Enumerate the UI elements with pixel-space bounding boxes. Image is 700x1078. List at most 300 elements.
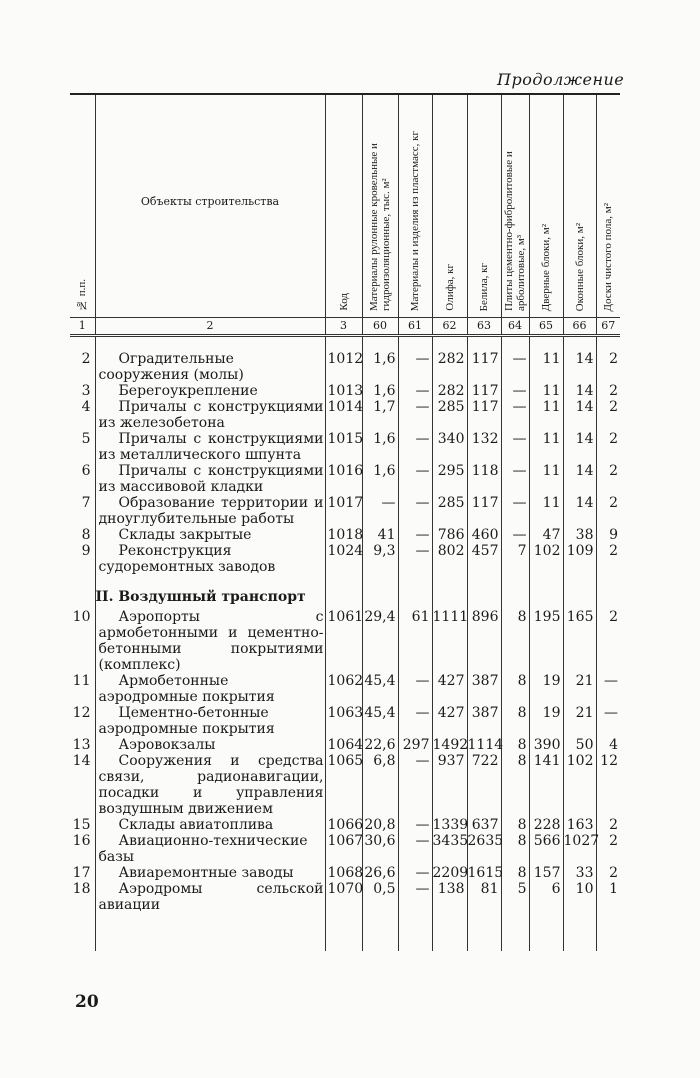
value-cell: 30,6: [362, 833, 398, 865]
value-cell: —: [501, 495, 529, 527]
column-number: 61: [398, 318, 432, 336]
row-number: 8: [81, 527, 91, 543]
value-cell: 2: [596, 833, 620, 865]
filler-row: [70, 913, 620, 951]
value-cell: 340: [432, 431, 467, 463]
object-name-text: Аэродромы сельской авиации: [98, 881, 324, 913]
value-cell: 2635: [467, 833, 501, 865]
value-cell: 141: [529, 753, 563, 817]
column-number: 1: [70, 318, 95, 336]
cell: [398, 336, 432, 352]
cell: [596, 575, 620, 589]
code-cell: 1016: [325, 463, 362, 495]
value-cell: —: [398, 383, 432, 399]
cell: [596, 336, 620, 352]
value-cell: 8: [501, 817, 529, 833]
row-number: 9: [81, 543, 91, 559]
value-cell: 295: [432, 463, 467, 495]
value-cell: 19: [529, 705, 563, 737]
value-cell: 26,6: [362, 865, 398, 881]
cell: [563, 575, 596, 589]
column-header-label: № п.п.: [76, 278, 89, 311]
cell: [398, 575, 432, 589]
cell: [325, 336, 362, 352]
value-cell: 138: [432, 881, 467, 913]
value-cell: 1111: [432, 609, 467, 673]
cell: [432, 575, 467, 589]
value-cell: 1339: [432, 817, 469, 833]
table-row: [70, 753, 620, 817]
object-name-text: Реконструкция судоремонтных заводов: [98, 543, 276, 575]
column-header: [432, 94, 467, 318]
table-row: [70, 881, 620, 913]
value-cell: 118: [467, 463, 501, 495]
value-cell: 102: [563, 753, 596, 817]
value-cell: 4: [596, 737, 620, 753]
value-cell: 1,6: [362, 383, 398, 399]
cell: [398, 589, 432, 609]
value-cell: 11: [529, 351, 563, 383]
cell: [362, 589, 398, 609]
value-cell: 3435: [432, 833, 467, 865]
column-header-label: Плиты цементно-фибролитовые и арболитовые, м³: [503, 151, 527, 311]
table-row: [70, 865, 620, 881]
value-cell: 21: [563, 673, 596, 705]
column-number: 65: [529, 318, 563, 336]
value-cell: 9,3: [362, 543, 398, 575]
table-row: [70, 833, 620, 865]
value-cell: 228: [529, 817, 563, 833]
value-cell: 937: [432, 753, 467, 817]
value-cell: 2: [596, 463, 620, 495]
value-cell: 2: [596, 399, 620, 431]
cell: [432, 589, 467, 609]
value-cell: 47: [529, 527, 563, 543]
cell: [467, 575, 501, 589]
column-number: 2: [95, 318, 325, 336]
cell: [70, 336, 95, 352]
object-name-text: Склады авиатоплива: [118, 817, 274, 833]
value-cell: 117: [467, 383, 501, 399]
value-cell: 165: [563, 609, 596, 673]
code-cell: 1070: [325, 881, 362, 913]
column-number: 60: [362, 318, 398, 336]
value-cell: 11: [529, 495, 563, 527]
value-cell: —: [501, 399, 529, 431]
value-cell: 33: [563, 865, 596, 881]
cell: [596, 589, 620, 609]
row-number: 14: [72, 753, 91, 769]
cell: [362, 913, 398, 951]
value-cell: 427: [432, 705, 467, 737]
value-cell: 102: [529, 543, 563, 575]
value-cell: 21: [563, 705, 596, 737]
value-cell: —: [501, 351, 529, 383]
value-cell: 802: [432, 543, 467, 575]
column-header-label: Объекты строительства: [140, 195, 280, 208]
value-cell: 2: [596, 351, 620, 383]
row-number: 2: [81, 351, 91, 367]
cell: [362, 336, 398, 352]
section-title: II. Воздушный транспорт: [95, 589, 325, 609]
code-cell: 1066: [325, 817, 362, 833]
value-cell: 2: [596, 865, 620, 881]
object-name-text: Причалы с конструкциями из массивовой кладки: [98, 463, 324, 495]
cell: [501, 336, 529, 352]
value-cell: 1492: [432, 737, 469, 753]
value-cell: —: [398, 399, 432, 431]
object-name: [95, 463, 325, 495]
object-name-text: Склады закрытые: [118, 527, 252, 543]
column-header: [501, 94, 529, 318]
table-row: [70, 383, 620, 399]
value-cell: 14: [563, 383, 596, 399]
object-name-text: Берегоукрепление: [118, 383, 258, 399]
code-cell: 1064: [325, 737, 362, 753]
value-cell: —: [398, 865, 432, 881]
value-cell: 132: [467, 431, 501, 463]
value-cell: 10: [563, 881, 596, 913]
value-cell: 0,5: [362, 881, 398, 913]
code-cell: 1018: [325, 527, 362, 543]
value-cell: 460: [467, 527, 501, 543]
header-row: [70, 94, 620, 318]
row-number: 13: [72, 737, 91, 753]
code-cell: 1061: [325, 609, 362, 673]
value-cell: 786: [432, 527, 467, 543]
table-row: [70, 737, 620, 753]
value-cell: 22,6: [362, 737, 398, 753]
spacer-row: [70, 336, 620, 352]
value-cell: —: [362, 495, 398, 527]
column-number: 67: [596, 318, 620, 336]
value-cell: 7: [501, 543, 529, 575]
row-number: 7: [81, 495, 91, 511]
row-number: 6: [81, 463, 91, 479]
object-name-text: Оградительные сооружения (молы): [98, 351, 244, 383]
table-row: [70, 431, 620, 463]
value-cell: 427: [432, 673, 467, 705]
table-row: [70, 463, 620, 495]
cell: [467, 336, 501, 352]
cell: [529, 336, 563, 352]
value-cell: —: [501, 383, 529, 399]
value-cell: —: [501, 527, 529, 543]
value-cell: —: [398, 495, 432, 527]
object-name: [95, 817, 325, 833]
object-name-text: Авиаремонтные заводы: [118, 865, 294, 881]
code-cell: 1014: [325, 399, 362, 431]
value-cell: 14: [563, 431, 596, 463]
value-cell: 282: [432, 383, 467, 399]
value-cell: 2: [596, 495, 620, 527]
cell: [501, 589, 529, 609]
value-cell: 9: [596, 527, 620, 543]
value-cell: 6: [529, 881, 563, 913]
cell: [398, 913, 432, 951]
object-name: [95, 865, 325, 881]
column-header-label: Материалы и изделия из пластмасс, кг: [409, 130, 421, 311]
value-cell: 5: [501, 881, 529, 913]
value-cell: 8: [501, 865, 529, 881]
value-cell: —: [398, 673, 432, 705]
column-header: [529, 94, 563, 318]
cell: [563, 913, 596, 951]
value-cell: 1615: [467, 865, 504, 881]
value-cell: 297: [398, 737, 432, 753]
value-cell: 45,4: [362, 673, 398, 705]
column-number: 66: [563, 318, 596, 336]
table-row: [70, 543, 620, 575]
cell: [325, 575, 362, 589]
value-cell: —: [501, 463, 529, 495]
code-cell: 1017: [325, 495, 362, 527]
continuation-label: Продолжение: [497, 70, 625, 89]
column-header: [398, 94, 432, 318]
code-cell: 1065: [325, 753, 362, 817]
value-cell: 11: [529, 463, 563, 495]
value-cell: 285: [432, 399, 467, 431]
value-cell: 14: [563, 399, 596, 431]
column-header: [467, 94, 501, 318]
value-cell: —: [398, 833, 432, 865]
column-header-label: Доски чистого пола, м²: [602, 202, 615, 311]
value-cell: 896: [467, 609, 501, 673]
cell: [432, 913, 467, 951]
value-cell: —: [398, 543, 432, 575]
object-name-text: Аэровокзалы: [118, 737, 216, 753]
value-cell: 2: [596, 383, 620, 399]
object-name: [95, 527, 325, 543]
cell: [95, 336, 325, 352]
column-header-label: Белила, кг: [478, 262, 490, 311]
cell: [432, 336, 467, 352]
page-number: 20: [75, 992, 99, 1012]
column-number: 62: [432, 318, 467, 336]
value-cell: 2: [596, 543, 620, 575]
value-cell: —: [398, 817, 432, 833]
row-number: 11: [72, 673, 91, 689]
column-header-label: Дверные блоки, м²: [540, 223, 552, 311]
spacer-row: [70, 575, 620, 589]
value-cell: —: [398, 705, 432, 737]
row-number: 17: [72, 865, 91, 881]
value-cell: 38: [563, 527, 596, 543]
object-name-text: Аэропорты с армобетонными и цементно-бетонными покрытиями (комплекс): [98, 609, 324, 673]
column-header: [596, 94, 620, 318]
section-row: [70, 589, 620, 609]
value-cell: 457: [467, 543, 501, 575]
cell: [563, 336, 596, 352]
column-header-label: Код: [337, 293, 350, 311]
value-cell: 41: [362, 527, 398, 543]
cell: [596, 913, 620, 951]
value-cell: —: [596, 673, 620, 705]
value-cell: 14: [563, 351, 596, 383]
cell: [70, 575, 95, 589]
cell: [467, 913, 501, 951]
cell: [467, 589, 501, 609]
column-header-label: Материалы рулонные кровельные и гидроизоляционные, тыс. м²: [368, 143, 392, 311]
value-cell: 2: [596, 431, 620, 463]
row-number: 3: [81, 383, 91, 399]
object-name-text: Армобетонные аэродромные покрытия: [98, 673, 275, 705]
code-cell: 1062: [325, 673, 362, 705]
column-number: 64: [501, 318, 529, 336]
code-cell: 1024: [325, 543, 362, 575]
value-cell: 8: [501, 673, 529, 705]
row-number: 16: [72, 833, 91, 849]
value-cell: 2: [596, 817, 620, 833]
value-cell: —: [398, 463, 432, 495]
table-row: [70, 527, 620, 543]
value-cell: 163: [563, 817, 596, 833]
table-row: [70, 351, 620, 383]
column-number: 3: [325, 318, 362, 336]
table-row: [70, 705, 620, 737]
cell: [95, 575, 325, 589]
cell: [529, 913, 563, 951]
cell: [501, 575, 529, 589]
value-cell: 1,6: [362, 463, 398, 495]
cell: [325, 913, 362, 951]
object-name: [95, 673, 325, 705]
value-cell: 8: [501, 753, 529, 817]
row-number: 10: [72, 609, 91, 625]
value-cell: 45,4: [362, 705, 398, 737]
value-cell: 637: [467, 817, 501, 833]
value-cell: 6,8: [362, 753, 398, 817]
value-cell: 566: [529, 833, 563, 865]
value-cell: 387: [467, 673, 501, 705]
object-name: [95, 543, 325, 575]
cell: [325, 589, 362, 609]
value-cell: 117: [467, 351, 501, 383]
value-cell: —: [398, 351, 432, 383]
value-cell: 8: [501, 833, 529, 865]
value-cell: 14: [563, 463, 596, 495]
object-name: [95, 881, 325, 913]
table-row: [70, 399, 620, 431]
cell: [95, 913, 325, 951]
value-cell: 2209: [432, 865, 469, 881]
code-cell: 1063: [325, 705, 362, 737]
cell: [362, 575, 398, 589]
value-cell: 61: [398, 609, 432, 673]
value-cell: 387: [467, 705, 501, 737]
object-name-text: Причалы с конструкциями из железобетона: [98, 399, 324, 431]
object-name: [95, 609, 325, 673]
column-number-row: [70, 318, 620, 336]
cell: [70, 589, 95, 609]
column-header-label: Оконные блоки, м²: [573, 222, 586, 311]
table-row: [70, 817, 620, 833]
value-cell: 11: [529, 383, 563, 399]
object-name: [95, 833, 325, 865]
object-name: [95, 753, 325, 817]
value-cell: 2: [596, 609, 620, 673]
object-name: [95, 431, 325, 463]
value-cell: —: [398, 527, 432, 543]
row-number: 18: [72, 881, 91, 897]
value-cell: 8: [501, 609, 529, 673]
table-row: [70, 495, 620, 527]
object-name: [95, 383, 325, 399]
code-cell: 1015: [325, 431, 362, 463]
value-cell: 1027: [563, 833, 596, 865]
value-cell: —: [596, 705, 620, 737]
cell: [501, 913, 529, 951]
value-cell: 12: [596, 753, 620, 817]
code-cell: 1012: [325, 351, 362, 383]
value-cell: 81: [467, 881, 501, 913]
cell: [529, 575, 563, 589]
object-name: [95, 495, 325, 527]
object-name: [95, 737, 325, 753]
value-cell: 195: [529, 609, 563, 673]
value-cell: 8: [501, 705, 529, 737]
value-cell: 1: [596, 881, 620, 913]
object-name: [95, 351, 325, 383]
value-cell: 29,4: [362, 609, 398, 673]
value-cell: 282: [432, 351, 467, 383]
value-cell: 117: [467, 495, 501, 527]
object-name: [95, 705, 325, 737]
value-cell: 1,6: [362, 431, 398, 463]
row-number: 12: [72, 705, 91, 721]
column-header: [563, 94, 596, 318]
column-header: [70, 94, 95, 318]
value-cell: 20,8: [362, 817, 398, 833]
column-header: [325, 94, 362, 318]
column-number: 63: [467, 318, 501, 336]
object-name-text: Цементно-бетонные аэродромные покрытия: [98, 705, 275, 737]
object-name-text: Авиационно-технические базы: [98, 833, 308, 865]
object-name-text: Причалы с конструкциями из металлического шпунта: [98, 431, 324, 463]
value-cell: 11: [529, 431, 563, 463]
materials-table: [70, 93, 620, 951]
row-number: 4: [81, 399, 91, 415]
value-cell: 109: [563, 543, 596, 575]
value-cell: 390: [529, 737, 563, 753]
value-cell: 50: [563, 737, 596, 753]
column-header: [362, 94, 398, 318]
row-number: 15: [72, 817, 91, 833]
value-cell: 117: [467, 399, 501, 431]
code-cell: 1013: [325, 383, 362, 399]
row-number: 5: [81, 431, 91, 447]
value-cell: 11: [529, 399, 563, 431]
value-cell: 285: [432, 495, 467, 527]
value-cell: 1,7: [362, 399, 398, 431]
object-name-text: Сооружения и средства связи, радионавигации, посадки и управления воздушным движением: [98, 753, 324, 817]
value-cell: 1114: [467, 737, 504, 753]
cell: [563, 589, 596, 609]
value-cell: —: [398, 753, 432, 817]
value-cell: 722: [467, 753, 501, 817]
value-cell: 157: [529, 865, 563, 881]
value-cell: 14: [563, 495, 596, 527]
value-cell: —: [398, 431, 432, 463]
code-cell: 1067: [325, 833, 362, 865]
column-header: [95, 94, 325, 318]
value-cell: —: [398, 881, 432, 913]
table-row: [70, 609, 620, 673]
cell: [529, 589, 563, 609]
value-cell: 19: [529, 673, 563, 705]
value-cell: —: [501, 431, 529, 463]
code-cell: 1068: [325, 865, 362, 881]
